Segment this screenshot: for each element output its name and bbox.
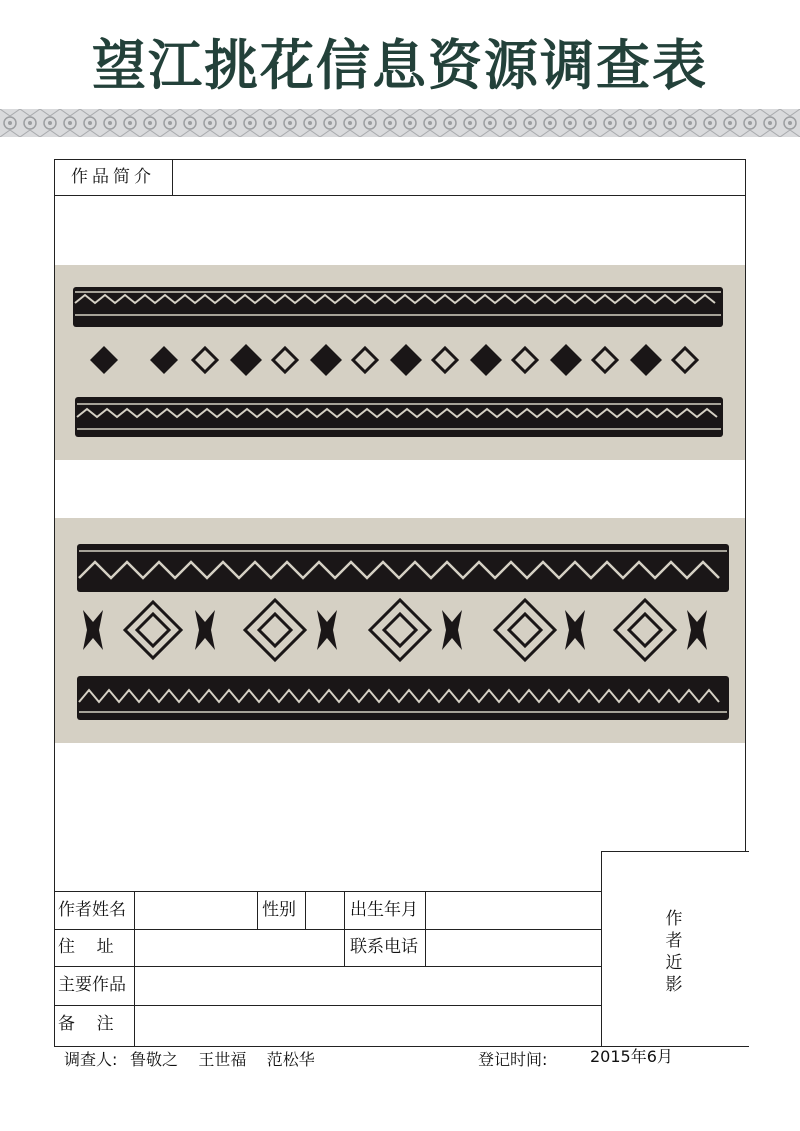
address-label: 住 址: [58, 937, 114, 957]
note-label: 备 注: [58, 1014, 114, 1034]
portrait-box: [601, 851, 749, 1047]
investigators-names: 鲁敬之 王世福 范松华: [130, 1050, 315, 1069]
intro-label: 作品简介: [54, 159, 173, 195]
birth-label: 出生年月: [350, 900, 418, 920]
phone-value[interactable]: [427, 929, 599, 967]
decorative-border-band: [0, 109, 800, 137]
note-value[interactable]: [136, 1006, 599, 1044]
gender-label: 性别: [262, 900, 296, 920]
portrait-label: 作者近影: [665, 909, 683, 995]
table-col-line-2: [257, 891, 258, 929]
table-col-line-3: [305, 891, 306, 929]
embroidery-photo-1: [55, 265, 745, 460]
embroidery-photo-2: [55, 518, 745, 743]
table-col-line-5: [425, 891, 426, 966]
table-col-line-1: [134, 891, 135, 1047]
investigators-label: 调查人:: [64, 1050, 118, 1069]
table-col-line-4: [344, 891, 345, 966]
birth-value[interactable]: [427, 892, 599, 930]
works-value[interactable]: [136, 967, 599, 1005]
works-label: 主要作品: [58, 975, 126, 995]
gender-value[interactable]: [307, 892, 343, 930]
registration-date: 2015年6月: [590, 1047, 673, 1066]
date-label: 登记时间:: [478, 1050, 548, 1069]
author-name-value[interactable]: [136, 892, 256, 930]
address-value[interactable]: [136, 929, 343, 967]
page-title: 望江挑花信息资源调查表: [92, 33, 708, 97]
author-name-label: 作者姓名: [58, 900, 126, 920]
intro-row: [54, 159, 746, 196]
phone-label: 联系电话: [350, 937, 418, 957]
